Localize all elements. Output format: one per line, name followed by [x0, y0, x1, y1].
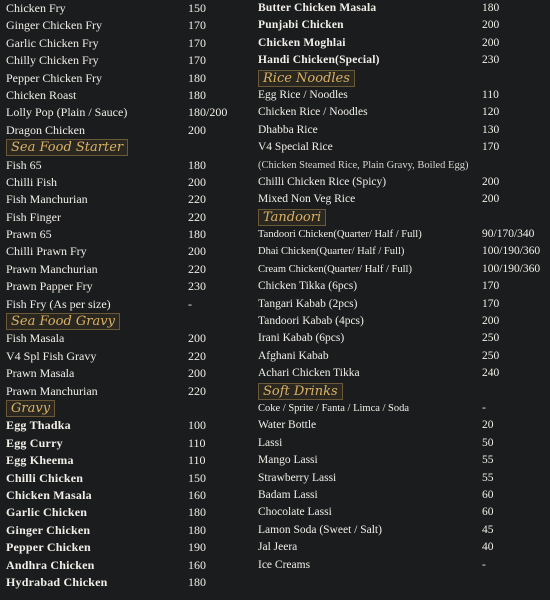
menu-item	[258, 539, 548, 556]
menu-item-price: 55	[482, 471, 494, 484]
menu-item-price: 220	[188, 348, 206, 363]
menu-item	[6, 17, 242, 34]
menu-item-price: 180/200	[188, 105, 228, 120]
menu-item-name: Prawn Masala	[6, 366, 75, 381]
menu-item	[258, 191, 548, 208]
section-title: Tandoori	[258, 209, 326, 226]
menu-item-price: 20	[482, 419, 494, 432]
menu-item-name: Egg Curry	[6, 435, 63, 450]
menu-item-price: 170	[482, 297, 500, 310]
menu-item	[258, 17, 548, 34]
section-header	[6, 139, 242, 156]
menu-item-price: 110	[482, 88, 499, 101]
menu-item	[258, 348, 548, 365]
menu-item-name: Garlic Chicken Fry	[6, 35, 99, 50]
menu-item-price: 180	[188, 70, 206, 85]
menu-item-price: 200	[482, 19, 500, 32]
menu-item	[6, 417, 242, 434]
menu-item-name: V4 Special Rice	[258, 141, 333, 154]
menu-item-price: 170	[188, 18, 206, 33]
menu-item-price: 40	[482, 541, 494, 554]
section-header	[6, 400, 242, 417]
menu-item	[258, 139, 548, 156]
menu-item	[258, 87, 548, 104]
menu-item-name: (Chicken Steamed Rice, Plain Gravy, Boiled Egg)	[258, 159, 469, 171]
menu-item	[258, 487, 548, 504]
menu-item-name: Dhai Chicken(Quarter/ Half / Full)	[258, 246, 405, 258]
menu-item-price: 100/190/360	[482, 245, 541, 258]
menu-item-name: Coke / Sprite / Fanta / Limca / Soda	[258, 402, 410, 414]
menu-item-name: Egg Kheema	[6, 453, 74, 468]
menu-item	[6, 296, 242, 313]
menu-item-name: Chilli Fish	[6, 174, 58, 189]
menu-item	[6, 87, 242, 104]
menu-item-name: Prawn 65	[6, 227, 52, 242]
menu-item-price: 180	[188, 522, 206, 537]
menu-item-name: Chocolate Lassi	[258, 506, 332, 519]
menu-item	[6, 261, 242, 278]
menu-item	[6, 539, 242, 556]
menu-item	[6, 226, 242, 243]
menu-item-price: 180	[188, 227, 206, 242]
section-header	[6, 313, 242, 330]
section-header	[258, 70, 548, 87]
menu-item-price: 180	[188, 87, 206, 102]
menu-item-name: Chicken Masala	[6, 487, 92, 502]
menu-item-price: 60	[482, 506, 494, 519]
menu-item	[258, 435, 548, 452]
menu-item-name: Garlic Chicken	[6, 505, 88, 520]
menu-item	[258, 278, 548, 295]
menu-item-name: Mixed Non Veg Rice	[258, 193, 356, 206]
menu-item	[258, 452, 548, 469]
menu-item	[258, 417, 548, 434]
menu-item-price: 110	[188, 435, 206, 450]
menu-item	[6, 365, 242, 382]
menu-item-price: 200	[188, 122, 206, 137]
menu-item	[258, 365, 548, 382]
menu-item-price: 120	[482, 106, 500, 119]
menu-item-name: Fish Masala	[6, 331, 65, 346]
menu-item-price: 190	[188, 540, 206, 555]
menu-item-price: 230	[482, 54, 500, 67]
menu-item-name: Chicken Roast	[6, 87, 77, 102]
menu-item	[258, 296, 548, 313]
menu-item-name: Fish Fry (As per size)	[6, 296, 111, 311]
menu-item-name: Tandoori Kabab (4pcs)	[258, 315, 364, 328]
menu-item-name: Hydrabad Chicken	[6, 574, 108, 589]
section-title: Sea Food Gravy	[6, 313, 120, 330]
menu-item-price: 170	[188, 35, 206, 50]
menu-item	[258, 35, 548, 52]
menu-item-price: 55	[482, 454, 494, 467]
menu-item-price: 180	[188, 574, 206, 589]
menu-item-name: Prawn Papper Fry	[6, 279, 93, 294]
menu-item-name: Punjabi Chicken	[258, 19, 344, 32]
menu-item-price: 240	[482, 367, 500, 380]
menu-item	[258, 243, 548, 260]
menu-item-price: 220	[188, 261, 206, 276]
menu-item-name: Afghani Kabab	[258, 349, 329, 362]
menu-item-name: Dragon Chicken	[6, 122, 85, 137]
menu-item	[258, 470, 548, 487]
menu-item	[6, 557, 242, 574]
menu-item-price: 180	[482, 2, 500, 14]
menu-item-price: 180	[188, 157, 206, 172]
menu-item-name: Lolly Pop (Plain / Sauce)	[6, 105, 128, 120]
menu-item-price: 50	[482, 436, 494, 449]
menu-item	[258, 261, 548, 278]
menu-item-name: Ginger Chicken Fry	[6, 18, 102, 33]
menu-item	[6, 574, 242, 591]
menu-item	[258, 0, 548, 17]
menu-column-right	[258, 0, 548, 574]
menu-item-name: Chicken Moghlai	[258, 36, 346, 49]
menu-item-name: Badam Lassi	[258, 488, 318, 501]
menu-item-name: Irani Kabab (6pcs)	[258, 332, 345, 345]
menu-item-name: Chilli Chicken	[6, 470, 84, 485]
menu-item-name: Cream Chicken(Quarter/ Half / Full)	[258, 263, 412, 275]
menu-item-price: 100/190/360	[482, 262, 541, 275]
section-title: Sea Food Starter	[6, 139, 128, 156]
section-title: Rice Noodles	[258, 70, 355, 87]
menu-item	[258, 226, 548, 243]
menu-item-name: Butter Chicken Masala	[258, 2, 377, 14]
menu-item-price: 200	[188, 174, 206, 189]
menu-item	[6, 209, 242, 226]
menu-item	[258, 157, 548, 174]
menu-item-price: 200	[482, 315, 500, 328]
menu-item-name: Jal Jeera	[258, 541, 298, 554]
menu-item	[6, 35, 242, 52]
menu-item-price: 100	[188, 418, 206, 433]
menu-item	[258, 330, 548, 347]
menu-item	[6, 191, 242, 208]
section-header	[258, 383, 548, 400]
menu-item-name: Tandoori Chicken(Quarter/ Half / Full)	[258, 229, 422, 241]
menu-item-price: 180	[188, 505, 206, 520]
menu-item	[6, 104, 242, 121]
menu-item-price: 150	[188, 470, 206, 485]
menu-item-name: Chilli Chicken Rice (Spicy)	[258, 175, 387, 188]
menu-item	[258, 313, 548, 330]
menu-item-price: 200	[188, 244, 206, 259]
menu-item-price: 110	[188, 453, 206, 468]
menu-item-price: -	[188, 296, 192, 311]
menu-item-name: Fish Finger	[6, 209, 62, 224]
menu-item-name: Pepper Chicken	[6, 540, 91, 555]
menu-item-name: Strawberry Lassi	[258, 471, 337, 484]
menu-item	[6, 243, 242, 260]
menu-item-price: 60	[482, 488, 494, 501]
menu-item-price: 200	[188, 331, 206, 346]
menu-item	[6, 383, 242, 400]
menu-item-price: 160	[188, 487, 206, 502]
menu-item-name: Fish 65	[6, 157, 42, 172]
menu-item-name: Prawn Manchurian	[6, 261, 98, 276]
menu-item-price: 130	[482, 123, 500, 136]
menu-item	[258, 557, 548, 574]
menu-item-price: 160	[188, 557, 206, 572]
menu-item-name: Lamon Soda (Sweet / Salt)	[258, 523, 382, 536]
menu-item	[6, 487, 242, 504]
menu-item-name: Mango Lassi	[258, 454, 318, 467]
menu-item	[258, 522, 548, 539]
menu-item	[6, 174, 242, 191]
menu-column-left	[6, 0, 242, 591]
menu-item	[6, 122, 242, 139]
menu-item-price: 200	[188, 366, 206, 381]
menu-item	[6, 70, 242, 87]
menu-item-name: Ice Creams	[258, 558, 311, 571]
menu-item-price: -	[482, 401, 486, 414]
menu-item-name: Water Bottle	[258, 419, 317, 432]
section-header	[258, 209, 548, 226]
menu-item-name: Achari Chicken Tikka	[258, 367, 360, 380]
menu-item-price: 200	[482, 36, 500, 49]
menu-item-price: 220	[188, 192, 206, 207]
menu-item	[258, 52, 548, 69]
menu-item-name: Dhabba Rice	[258, 123, 318, 136]
menu-item	[258, 400, 548, 417]
menu-item	[6, 278, 242, 295]
menu-item	[258, 104, 548, 121]
section-title: Soft Drinks	[258, 383, 343, 400]
menu-item-name: Egg Rice / Noodles	[258, 88, 348, 101]
menu-item-price: 220	[188, 209, 206, 224]
menu-item	[6, 435, 242, 452]
menu-item-price: 200	[482, 175, 500, 188]
menu-item-name: Chilly Chicken Fry	[6, 53, 99, 68]
menu-item	[6, 330, 242, 347]
menu-item-price: -	[482, 558, 486, 571]
menu-item-name: Andhra Chicken	[6, 557, 95, 572]
menu-item-name: Chicken Tikka (6pcs)	[258, 280, 358, 293]
menu-item-name: Tangari Kabab (2pcs)	[258, 297, 358, 310]
menu-item-name: Lassi	[258, 436, 283, 449]
menu-item-price: 230	[188, 279, 206, 294]
menu-item-price: 250	[482, 332, 500, 345]
menu-item-price: 45	[482, 523, 494, 536]
menu-item	[258, 174, 548, 191]
menu-item-name: V4 Spl Fish Gravy	[6, 348, 97, 363]
menu-item-price: 170	[482, 280, 500, 293]
menu-item	[6, 0, 242, 17]
menu-item-name: Ginger Chicken	[6, 522, 91, 537]
menu-item	[6, 452, 242, 469]
menu-item-price: 250	[482, 349, 500, 362]
menu-item-price: 170	[188, 53, 206, 68]
menu-item-name: Handi Chicken(Special)	[258, 54, 380, 67]
menu-item	[6, 504, 242, 521]
menu-item-name: Chilli Prawn Fry	[6, 244, 87, 259]
menu-item	[258, 504, 548, 521]
menu-item	[6, 470, 242, 487]
menu-item-name: Egg Thadka	[6, 418, 71, 433]
menu-item-name: Pepper Chicken Fry	[6, 70, 102, 85]
menu-item	[6, 522, 242, 539]
menu-item-name: Chicken Fry	[6, 1, 66, 15]
menu-item-name: Prawn Manchurian	[6, 383, 98, 398]
menu-item-price: 150	[188, 1, 206, 15]
menu-item-price: 170	[482, 141, 500, 154]
menu-item	[258, 122, 548, 139]
menu-item	[6, 157, 242, 174]
menu-item	[6, 348, 242, 365]
section-title: Gravy	[6, 400, 55, 417]
menu-item-name: Fish Manchurian	[6, 192, 88, 207]
menu-item-price: 200	[482, 193, 500, 206]
menu-item-price: 220	[188, 383, 206, 398]
menu-item	[6, 52, 242, 69]
menu-item-name: Chicken Rice / Noodles	[258, 106, 368, 119]
menu-item-price: 90/170/340	[482, 228, 535, 241]
